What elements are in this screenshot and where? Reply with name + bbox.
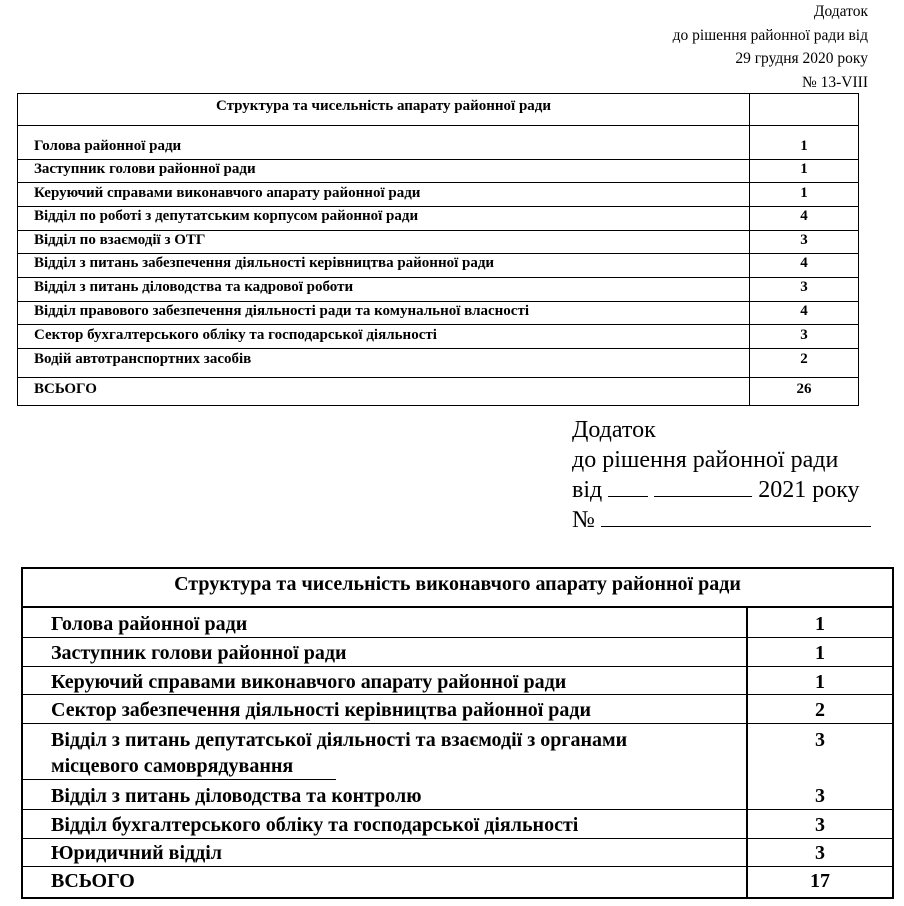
table-row [18, 159, 858, 182]
table-row [18, 136, 858, 159]
row-count: 3 [800, 232, 808, 248]
number-blank [601, 506, 871, 527]
row-name: Відділ бухгалтерського обліку та господарської діяльності [51, 814, 579, 836]
table-row [23, 725, 892, 781]
table-row [18, 206, 858, 229]
row-count: 1 [815, 613, 825, 635]
row-count: 4 [800, 255, 808, 271]
row-name: Відділ з питань діловодства та кадрової роботи [34, 279, 354, 295]
annex-2-number-line [572, 505, 871, 535]
row-count: 3 [800, 279, 808, 295]
row-name: Відділ з питань депутатської діяльності та взаємодії з органами [51, 729, 628, 751]
row-divider [23, 809, 892, 810]
staff-structure-table-2 [21, 567, 894, 899]
annex-2-number-prefix: № [572, 507, 595, 533]
annex-2-decision: до рішення районної ради [572, 447, 839, 473]
annex-1-header [673, 0, 868, 94]
row-name: Відділ з питань діловодства та контролю [51, 785, 422, 807]
table-2-header-divider [23, 606, 892, 608]
row-name: Юридичний відділ [51, 842, 223, 864]
row-name: Заступник голови районної ради [51, 642, 347, 664]
row-name: Заступник голови районної ради [34, 161, 256, 177]
annex-2-header [572, 415, 871, 535]
row-count: 3 [815, 785, 825, 807]
annex-1-date: 29 грудня 2020 року [735, 50, 868, 67]
annex-2-title: Додаток [572, 417, 656, 443]
row-divider [23, 666, 892, 667]
table-1-title: Структура та чисельність апарату районної ради [215, 98, 552, 114]
table-row [18, 230, 858, 253]
annex-1-title: Додаток [813, 3, 868, 20]
annex-2-date-prefix: від [572, 477, 603, 503]
annex-2-date-line [572, 475, 871, 505]
table-row [18, 349, 858, 372]
total-count: 26 [796, 381, 812, 397]
total-label: ВСЬОГО [51, 870, 135, 892]
row-name: Відділ по взаємодії з ОТГ [34, 232, 206, 248]
table-row [18, 183, 858, 206]
table-2-title: Структура та чисельність виконавчого апарату районної ради [174, 573, 741, 595]
row-count: 3 [815, 842, 825, 864]
table-row [18, 277, 858, 300]
row-name: Керуючий справами виконавчого апарату районної ради [34, 185, 421, 201]
row-name: Голова районної ради [34, 138, 182, 154]
row-count: 3 [815, 729, 825, 751]
total-label: ВСЬОГО [34, 381, 97, 397]
row-divider [23, 694, 892, 695]
row-count: 4 [800, 208, 808, 224]
annex-1-number: № 13-VIII [801, 73, 868, 91]
row-count: 2 [815, 699, 825, 721]
date-month-blank [654, 476, 752, 497]
table-row [18, 325, 858, 348]
row-count: 1 [800, 161, 808, 177]
row-name: Водій автотранспортних засобів [34, 351, 252, 367]
row-count: 2 [800, 351, 808, 367]
date-day-blank [608, 476, 648, 497]
total-count: 17 [810, 870, 830, 892]
row-name: Сектор бухгалтерського обліку та господарської діяльності [34, 327, 437, 343]
row-name: Голова районної ради [51, 613, 248, 635]
row-count: 1 [815, 642, 825, 664]
table-row [18, 301, 858, 324]
row-name: Відділ по роботі з депутатським корпусом районної ради [34, 208, 419, 224]
row-count: 3 [815, 814, 825, 836]
row-name: Керуючий справами виконавчого апарату районної ради [51, 671, 567, 693]
row-name: Відділ з питань забезпечення діяльності керівництва районної ради [34, 255, 495, 271]
staff-structure-table-1 [17, 93, 859, 406]
row-name: Сектор забезпечення діяльності керівництва районної ради [51, 699, 592, 721]
row-divider [23, 723, 892, 724]
row-count: 3 [800, 327, 808, 343]
table-1-header-divider [18, 125, 858, 126]
row-divider [23, 637, 892, 638]
row-name: Відділ правового забезпечення діяльності ради та комунальної власності [34, 303, 529, 319]
row-count: 1 [800, 138, 808, 154]
row-divider-partial [23, 779, 336, 780]
table-row [18, 253, 858, 276]
annex-1-decision: до рішення районної ради від [672, 26, 868, 44]
row-count: 1 [815, 671, 825, 693]
row-divider [18, 377, 858, 378]
row-count: 4 [800, 303, 808, 319]
table-total-row [18, 379, 858, 402]
annex-2-date-suffix: 2021 року [758, 477, 860, 503]
row-name-continued: місцевого самоврядування [51, 755, 294, 777]
row-count: 1 [800, 185, 808, 201]
